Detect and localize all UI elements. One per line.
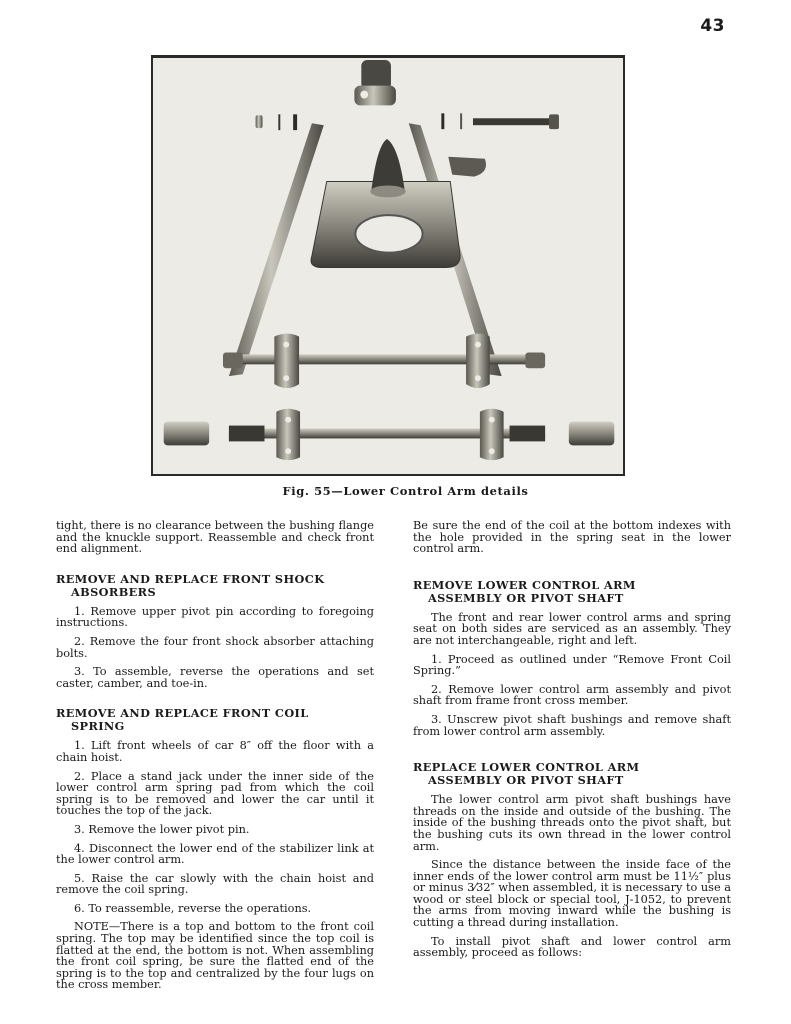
note-paragraph: NOTE—There is a top and bottom to the front coil spring. The top may be identified since the top coil is flatted at the end, the bottom is not. When assembling the front coil spring, be sure the flatted end of the spring is to the top and centralized by the four lugs on the cross member. xyxy=(56,920,374,992)
step-paragraph: 3. Unscrew pivot shaft bushings and remove shaft from lower control arm assembly. xyxy=(413,712,731,738)
left-column xyxy=(56,520,374,998)
figure-caption: Fig. 55—Lower Control Arm details xyxy=(282,484,529,498)
pivot-shaft-separate xyxy=(229,409,545,460)
upper-bushing-part xyxy=(354,60,396,105)
heading-line: REMOVE LOWER CONTROL ARM xyxy=(413,577,636,592)
figure-lower-control-arm xyxy=(151,55,625,476)
heading-line: REMOVE AND REPLACE FRONT COIL xyxy=(56,706,309,721)
step-paragraph: 3. To assemble, reverse the operations and set caster, camber, and toe-in. xyxy=(56,665,374,690)
lower-control-arm-illustration xyxy=(153,58,623,474)
step-paragraph: 3. Remove the lower pivot pin. xyxy=(74,822,250,836)
body-paragraph: To install pivot shaft and lower control arm assembly, proceed as follows: xyxy=(413,934,731,960)
section-heading-replace-lower-arm xyxy=(413,761,731,787)
heading-line: REPLACE LOWER CONTROL ARM xyxy=(413,760,640,775)
right-intro-paragraph: Be sure the end of the coil at the bottom indexes with the hole provided in the spring seat in the lower control arm. xyxy=(413,519,731,556)
section-heading-shock-absorbers xyxy=(56,573,374,599)
small-hardware xyxy=(256,113,559,130)
control-arm xyxy=(229,123,502,376)
heading-line: SPRING xyxy=(71,719,125,734)
heading-line: ABSORBERS xyxy=(71,584,157,599)
step-paragraph: 1. Lift front wheels of car 8″ off the floor with a chain hoist. xyxy=(56,739,374,764)
pivot-shaft-assembled xyxy=(223,334,545,388)
body-paragraph: The front and rear lower control arms and spring seat on both sides are serviced as an assembly. They are not interchangeable, right and left. xyxy=(413,610,731,647)
heading-line: ASSEMBLY OR PIVOT SHAFT xyxy=(428,773,624,788)
body-paragraph: Since the distance between the inside face of the inner ends of the lower control arm must be 11½″ plus or minus 3⁄32″ when assembled, it is necessary to use a wood or steel block or special tool, J-1052, to prevent the arms from moving inward while the bushing is cutting a thread during installation. xyxy=(413,858,731,930)
step-paragraph: 1. Remove upper pivot pin according to foregoing instructions. xyxy=(56,604,374,630)
left-intro-paragraph: tight, there is no clearance between the bushing flange and the knuckle support. Reassemble and check front end alignment. xyxy=(56,519,374,556)
step-paragraph: 5. Raise the car slowly with the chain hoist and remove the coil spring. xyxy=(56,871,374,897)
step-paragraph: 1. Proceed as outlined under “Remove Front Coil Spring.” xyxy=(413,652,731,678)
step-paragraph: 6. To reassemble, reverse the operations. xyxy=(74,901,312,915)
right-column xyxy=(413,520,731,966)
heading-line: REMOVE AND REPLACE FRONT SHOCK xyxy=(56,571,325,586)
heading-line: ASSEMBLY OR PIVOT SHAFT xyxy=(428,590,624,605)
section-heading-remove-lower-arm xyxy=(413,579,731,605)
body-paragraph: The lower control arm pivot shaft bushings have threads on the inside and outside of the bushing. The inside of the bushing threads onto the pivot shaft, but the bushing cuts its own thread in the lower control arm. xyxy=(413,793,731,853)
step-paragraph: 2. Remove lower control arm assembly and pivot shaft from frame front cross member. xyxy=(413,682,731,708)
section-heading-coil-spring xyxy=(56,707,374,733)
step-paragraph: 2. Place a stand jack under the inner side of the lower control arm spring pad from which the coil spring is to be removed and lower the car until it touches the top of the jack. xyxy=(56,769,374,818)
step-paragraph: 4. Disconnect the lower end of the stabilizer link at the lower control arm. xyxy=(56,841,374,867)
step-paragraph: 2. Remove the four front shock absorber attaching bolts. xyxy=(56,634,374,660)
page-number: 43 xyxy=(700,16,725,36)
